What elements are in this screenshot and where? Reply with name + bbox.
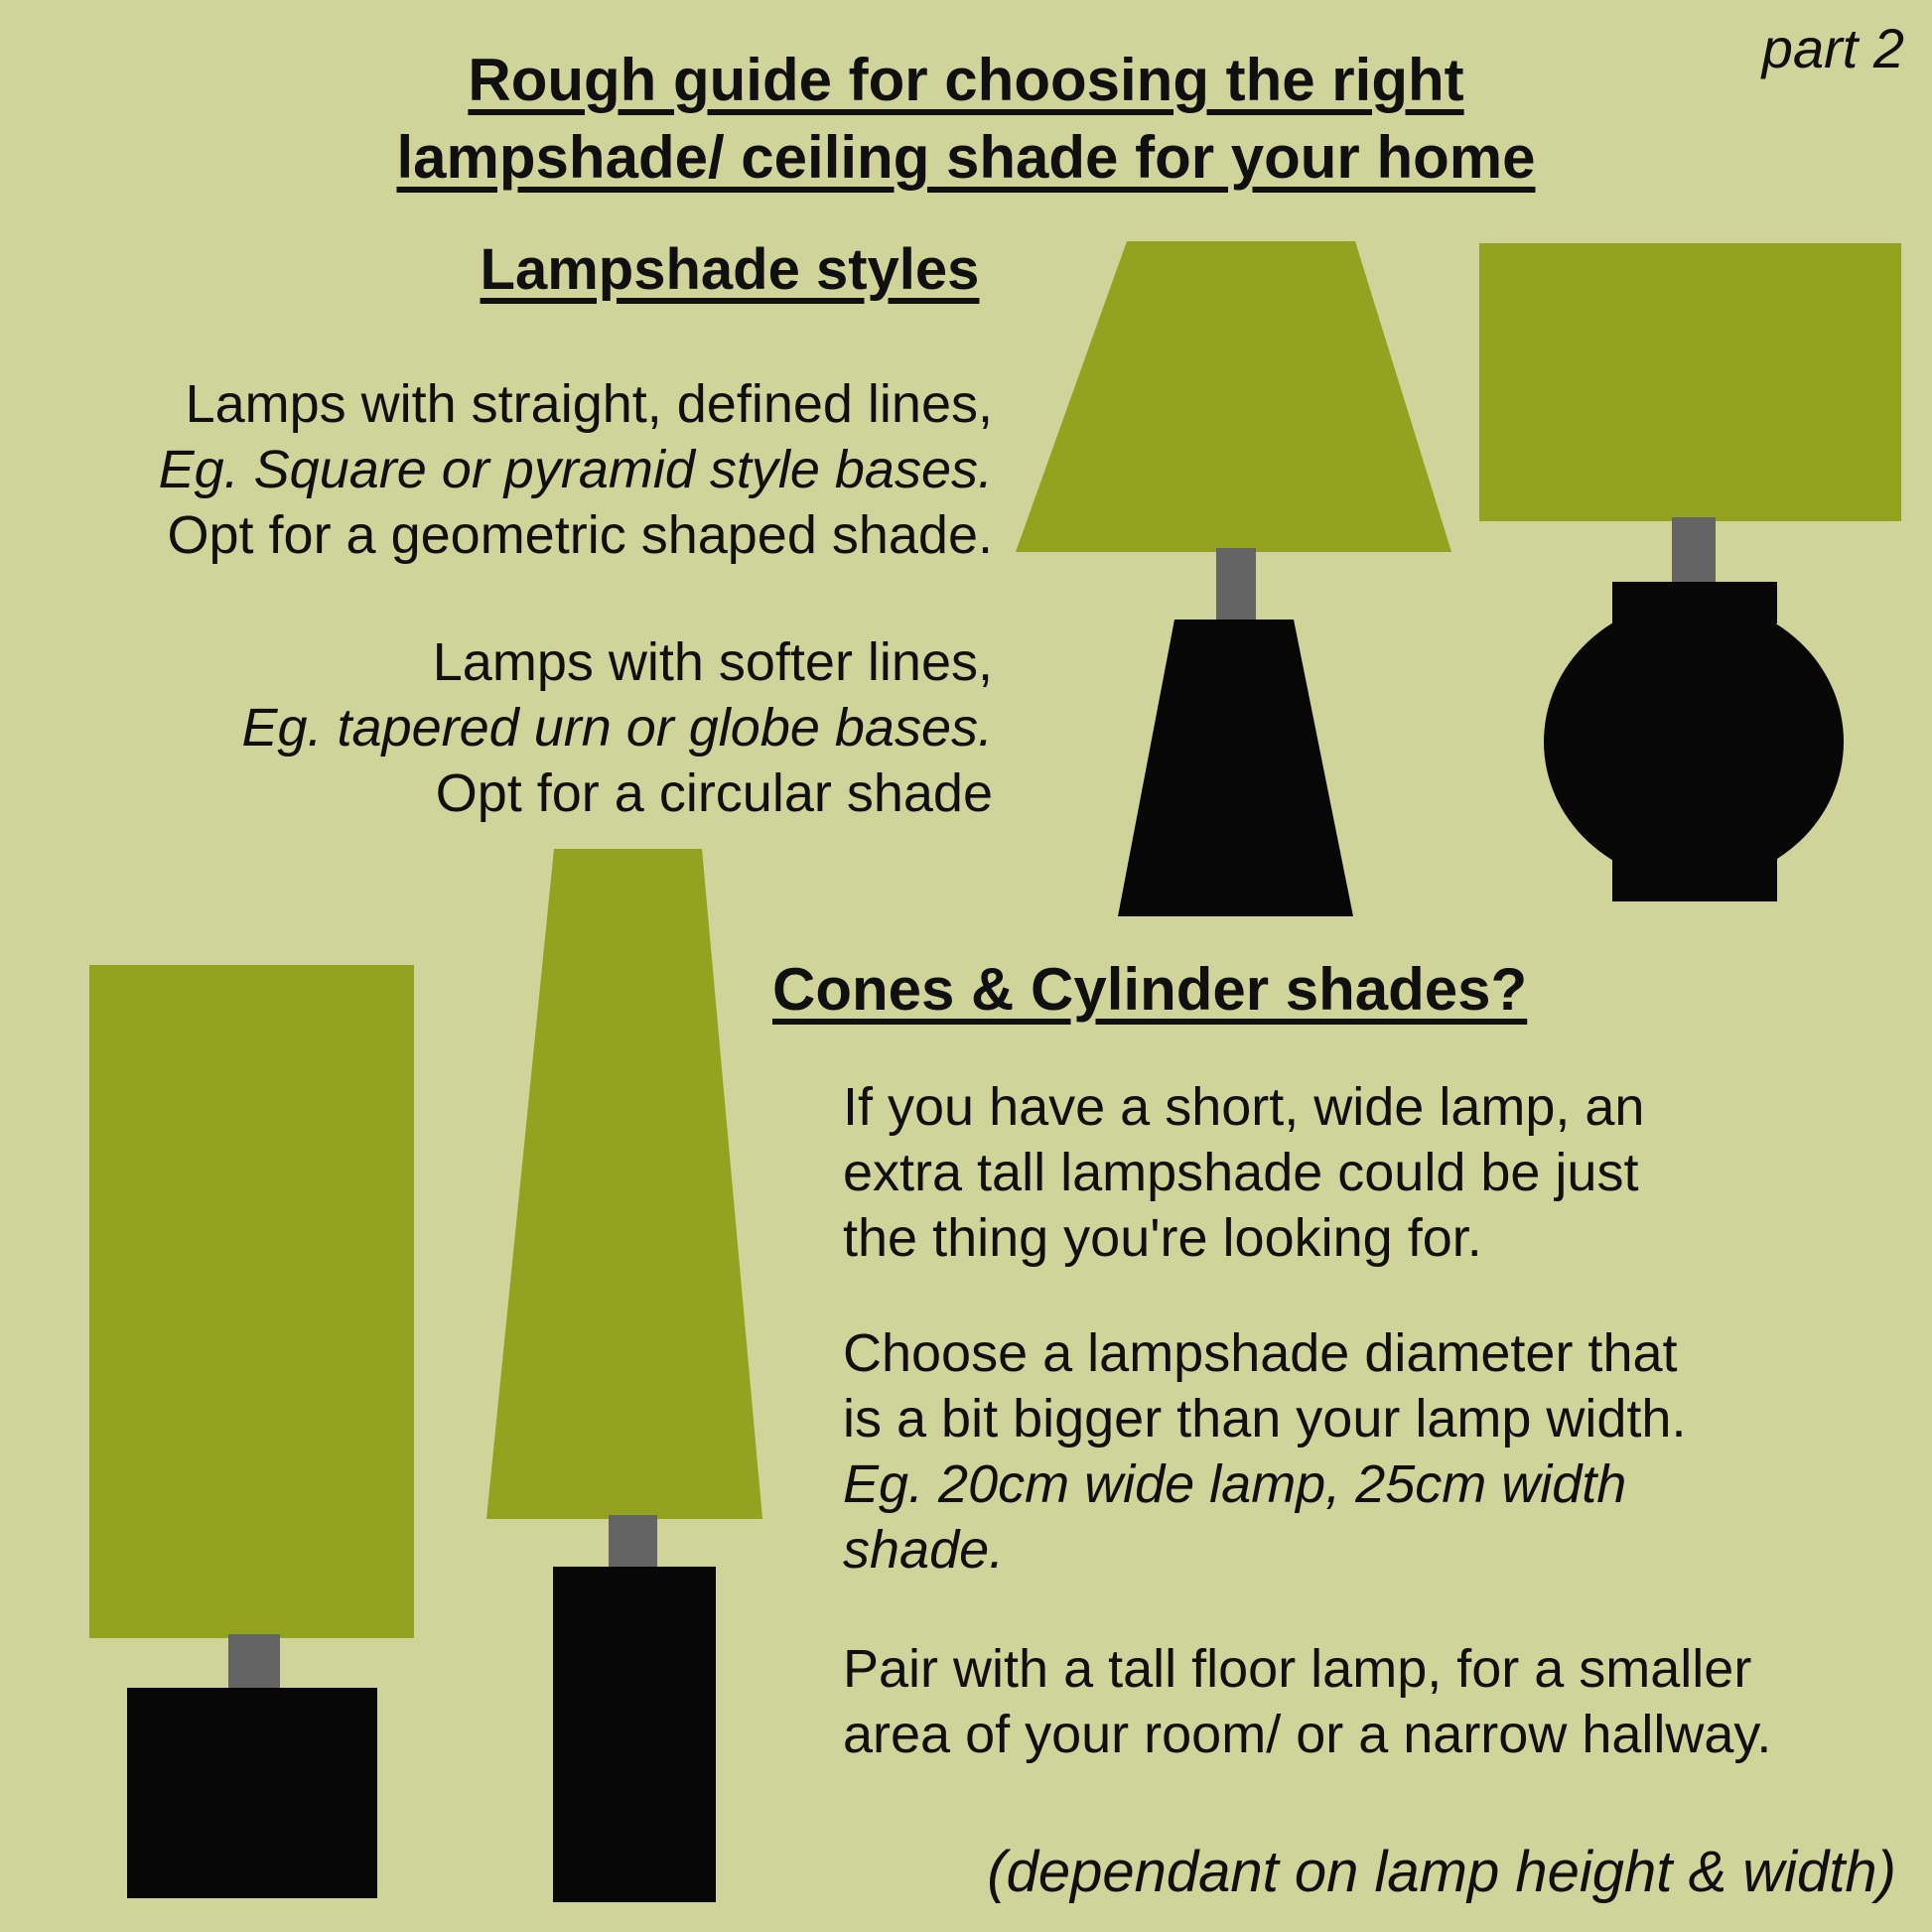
lamp-stem-icon bbox=[1216, 548, 1256, 621]
large-rectangle-shade-icon bbox=[89, 965, 414, 1638]
paragraph-line: the thing you're looking for. bbox=[843, 1208, 1482, 1268]
paragraph-line: Lamps with straight, defined lines, bbox=[185, 374, 993, 434]
paragraph-line: Eg. Square or pyramid style bases. bbox=[158, 440, 993, 499]
page-title-line2: lampshade/ ceiling shade for your home bbox=[396, 124, 1536, 191]
paragraph-line: Pair with a tall floor lamp, for a smaller bbox=[843, 1639, 1752, 1699]
geometric-shade-paragraph bbox=[159, 371, 993, 568]
cylinder-base-icon bbox=[553, 1567, 716, 1902]
paragraph-line: extra tall lampshade could be just bbox=[843, 1143, 1639, 1202]
paragraph-line: shade. bbox=[843, 1520, 1005, 1580]
paragraph-line: Eg. 20cm wide lamp, 25cm width bbox=[843, 1454, 1627, 1514]
paragraph-line: Choose a lampshade diameter that bbox=[843, 1323, 1678, 1383]
paragraph-line: is a bit bigger than your lamp width. bbox=[843, 1389, 1687, 1449]
block-base-icon bbox=[127, 1688, 377, 1898]
circular-shade-paragraph bbox=[241, 629, 993, 826]
lampshade-styles-heading: Lampshade styles bbox=[480, 237, 980, 302]
paragraph-line: Eg. tapered urn or globe bases. bbox=[241, 698, 993, 758]
paragraph-line: Lamps with softer lines, bbox=[432, 632, 993, 692]
part-label: part 2 bbox=[1761, 17, 1904, 79]
dependency-note: (dependant on lamp height & width) bbox=[987, 1840, 1896, 1904]
diameter-advice-paragraph bbox=[843, 1320, 1686, 1583]
wide-shade-lamp-icon bbox=[89, 965, 414, 1898]
paragraph-line: area of your room/ or a narrow hallway. bbox=[843, 1705, 1772, 1764]
paragraph-line: If you have a short, wide lamp, an bbox=[843, 1077, 1645, 1137]
tall-lampshade-paragraph bbox=[843, 1074, 1644, 1271]
page-title bbox=[0, 42, 1932, 197]
lamp-stem-icon bbox=[609, 1515, 657, 1569]
rectangle-shade-icon bbox=[1479, 243, 1901, 521]
page-title-line1: Rough guide for choosing the right bbox=[468, 47, 1464, 113]
paragraph-line: Opt for a geometric shaped shade. bbox=[167, 505, 993, 565]
paragraph-line: Opt for a circular shade bbox=[435, 763, 993, 823]
lamp-stem-icon bbox=[228, 1634, 280, 1690]
lamp-stem-icon bbox=[1672, 517, 1716, 587]
cones-cylinder-heading: Cones & Cylinder shades? bbox=[772, 956, 1528, 1023]
floor-lamp-paragraph bbox=[843, 1636, 1771, 1767]
